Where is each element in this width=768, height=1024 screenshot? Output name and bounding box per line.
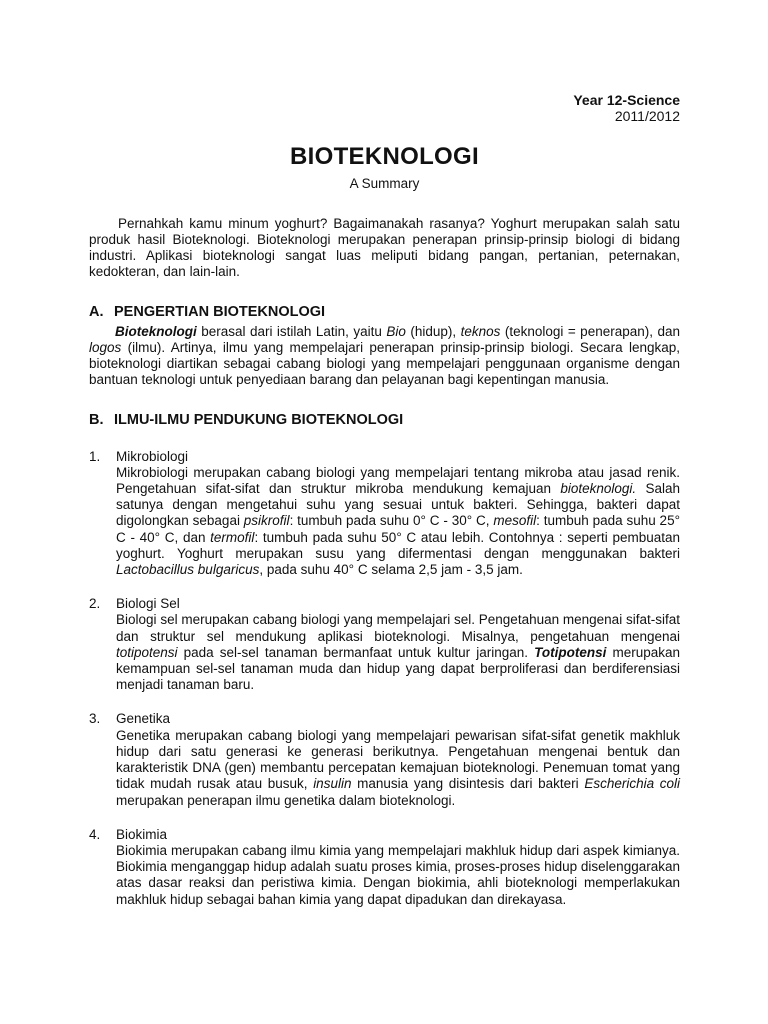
page-subtitle: A Summary bbox=[349, 176, 420, 192]
text-run: manusia yang disintesis dari bakteri bbox=[351, 776, 585, 792]
text-run: : tumbuh pada suhu 0° C - 30° C, bbox=[289, 513, 494, 529]
text-run: (ilmu). Artinya, ilmu yang mempelajari penerapan prinsip-prinsip biologi. Secara lengkap, bioteknologi diartikan sebagai cabang biologi yang mempelajari penggunaan organisme dengan bantuan teknologi untuk penyediaan barang dan pelayanan bagi kepentingan manusia. bbox=[89, 339, 680, 388]
academic-year: 2011/2012 bbox=[614, 108, 680, 125]
class-label: Year 12-Science bbox=[573, 92, 680, 108]
document-header bbox=[89, 92, 680, 124]
section-a-heading bbox=[89, 304, 680, 320]
italic-term: termofil bbox=[210, 529, 255, 545]
list-item-title: Biologi Sel bbox=[116, 596, 180, 612]
text-run: pada sel-sel tanaman bermanfaat untuk kultur jaringan. bbox=[177, 644, 535, 660]
list-item bbox=[89, 711, 680, 808]
text-run: Mikrobiologi merupakan cabang biologi yang mempelajari tentang mikroba atau jasad renik. Pengetahuan sifat-sifat dan struktur mikroba mendukung kemajuan bbox=[116, 464, 680, 497]
section-b-list bbox=[89, 449, 680, 908]
italic-term: psikrofil bbox=[243, 513, 290, 529]
list-item-text bbox=[116, 612, 680, 693]
italic-term: totipotensi bbox=[116, 644, 178, 660]
text-run: (hidup), bbox=[405, 323, 461, 339]
term-teknos: teknos bbox=[460, 323, 501, 339]
list-item-text: Biokimia merupakan cabang ilmu kimia yang mempelajari makhluk hidup dari aspek kimianya. Biokimia menganggap hidup adalah suatu proses kimia, proses-proses hidup diselenggarakan atas dasar reaksi dan peristiwa kimia. Dengan biokimia, ahli bioteknologi memperlakukan makhluk hidup sebagai bahan kimia yang dapat dipadukan dan direkayasa. bbox=[116, 842, 680, 907]
bold-italic-term: Totipotensi bbox=[534, 644, 607, 660]
list-item-number: 1. bbox=[89, 448, 101, 464]
list-item-title: Genetika bbox=[116, 711, 171, 727]
list-item bbox=[89, 596, 680, 693]
list-item-title: Biokimia bbox=[116, 826, 168, 842]
italic-term: mesofil bbox=[493, 513, 537, 529]
italic-term: bioteknologi. bbox=[560, 481, 637, 497]
term-bio: Bio bbox=[386, 323, 406, 339]
text-run: : tumbuh pada suhu 50° C atau lebih. Contohnya : seperti pembuatan yoghurt. Yoghurt merupakan susu yang difermentasi dengan menggunakan bakteri bbox=[116, 529, 681, 561]
term-logos: logos bbox=[89, 339, 122, 355]
section-b-title: ILMU-ILMU PENDUKUNG BIOTEKNOLOGI bbox=[114, 412, 404, 429]
text-run: Biologi sel merupakan cabang biologi yang mempelajari sel. Pengetahuan mengenai sifat-sifat dan struktur sel mendukung aplikasi bioteknologi. Misalnya, pengetahuan mengenai bbox=[116, 612, 680, 644]
text-run: : tumbuh pada suhu 25° C - 40° C, dan bbox=[116, 513, 680, 545]
list-item bbox=[89, 827, 680, 908]
list-item-title: Mikrobiologi bbox=[116, 448, 189, 464]
section-a-letter: A. bbox=[89, 304, 104, 321]
list-item bbox=[89, 449, 680, 579]
term-bioteknologi: Bioteknologi bbox=[115, 323, 197, 339]
italic-term: Escherichia coli bbox=[584, 776, 681, 792]
italic-term: Lactobacillus bulgaricus bbox=[116, 562, 260, 578]
text-run: Salah satunya dengan mengetahui suhu yang sesuai untuk bakteri. Sehingga, bakteri dapat digolongkan sebagai bbox=[116, 481, 681, 529]
text-run: (teknologi = penerapan), dan bbox=[500, 323, 680, 339]
text-run: Genetika merupakan cabang biologi yang mempelajari pewarisan sifat-sifat genetik makhluk hidup dari satu generasi ke generasi berikutnya. Pengetahuan mengenai bentuk dan karakteristik DNA (gen) membantu percepatan kemajuan bioteknologi. Penemuan tomat yang tidak mudah rusak atau busuk, bbox=[116, 727, 680, 792]
intro-paragraph: Pernahkah kamu minum yoghurt? Bagaimanakah rasanya? Yoghurt merupakan salah satu produk hasil Bioteknologi. Bioteknologi merupakan penerapan prinsip-prinsip biologi di bidang industri. Aplikasi bioteknologi sangat luas meliputi bidang pangan, pertanian, peternakan, kedokteran, dan lain-lain. bbox=[89, 215, 680, 280]
section-a-paragraph bbox=[89, 324, 680, 389]
list-item-text bbox=[116, 465, 680, 578]
text-run: merupakan penerapan ilmu genetika dalam bioteknologi. bbox=[116, 792, 456, 808]
page-title: BIOTEKNOLOGI bbox=[290, 143, 479, 171]
section-b-heading bbox=[89, 412, 680, 428]
list-item-text bbox=[116, 728, 680, 809]
list-item-number: 4. bbox=[89, 826, 101, 842]
list-item-number: 3. bbox=[89, 711, 101, 727]
text-run: berasal dari istilah Latin, yaitu bbox=[196, 323, 387, 339]
section-b-letter: B. bbox=[89, 412, 104, 429]
text-run: merupakan kemampuan sel-sel tanaman muda dan hidup yang dapat berproliferasi dan berdiferensiasi menjadi tanaman baru. bbox=[116, 644, 680, 693]
section-a-title: PENGERTIAN BIOTEKNOLOGI bbox=[114, 304, 326, 321]
text-run: , pada suhu 40° C selama 2,5 jam - 3,5 jam. bbox=[259, 562, 523, 578]
list-item-number: 2. bbox=[89, 596, 101, 612]
italic-term: insulin bbox=[313, 776, 352, 792]
